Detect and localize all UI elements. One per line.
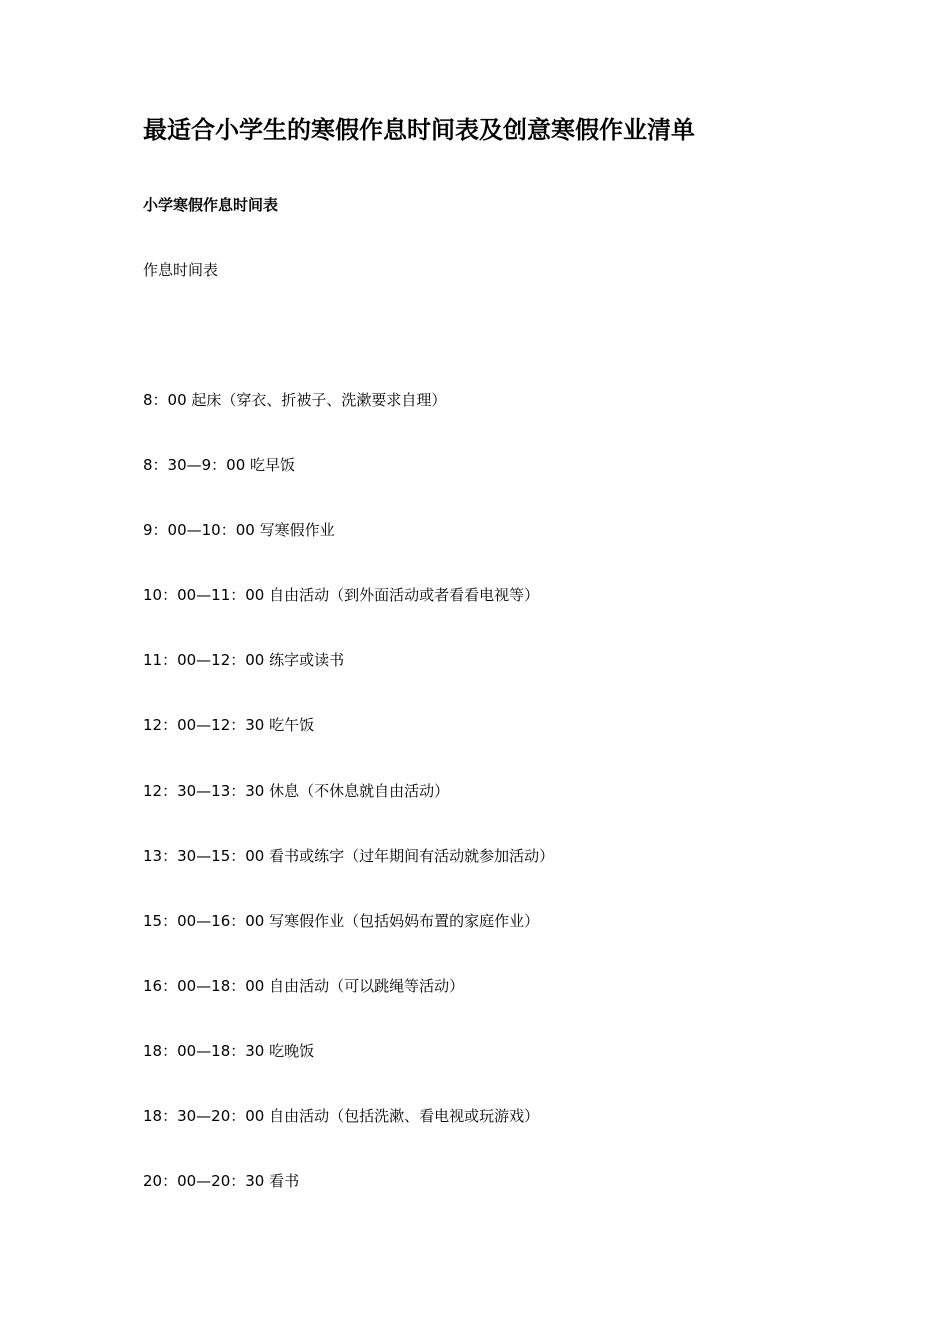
schedule-item: 11：00—12：00 练字或读书 [143, 651, 345, 670]
schedule-item: 18：30—20：00 自由活动（包括洗漱、看电视或玩游戏） [143, 1107, 540, 1126]
section-heading: 小学寒假作息时间表 [143, 196, 279, 214]
schedule-item: 18：00—18：30 吃晚饭 [143, 1041, 315, 1060]
schedule-item: 12：30—13：30 休息（不休息就自由活动） [143, 781, 450, 800]
table-label: 作息时间表 [143, 261, 219, 279]
schedule-item: 16：00—18：00 自由活动（可以跳绳等活动） [143, 976, 465, 995]
schedule-item: 20：00—20：30 看书 [143, 1172, 300, 1191]
schedule-item: 10：00—11：00 自由活动（到外面活动或者看看电视等） [143, 586, 540, 605]
schedule-item: 12：00—12：30 吃午饭 [143, 716, 315, 735]
schedule-item: 9：00—10：00 写寒假作业 [143, 521, 335, 540]
page-title: 最适合小学生的寒假作息时间表及创意寒假作业清单 [143, 116, 695, 144]
schedule-item: 8：00 起床（穿衣、折被子、洗漱要求自理） [143, 391, 447, 409]
schedule-list [143, 388, 554, 1234]
schedule-item: 15：00—16：00 写寒假作业（包括妈妈布置的家庭作业） [143, 911, 540, 930]
schedule-item: 8：30—9：00 吃早饭 [143, 456, 296, 475]
schedule-item: 13：30—15：00 看书或练字（过年期间有活动就参加活动） [143, 846, 555, 865]
